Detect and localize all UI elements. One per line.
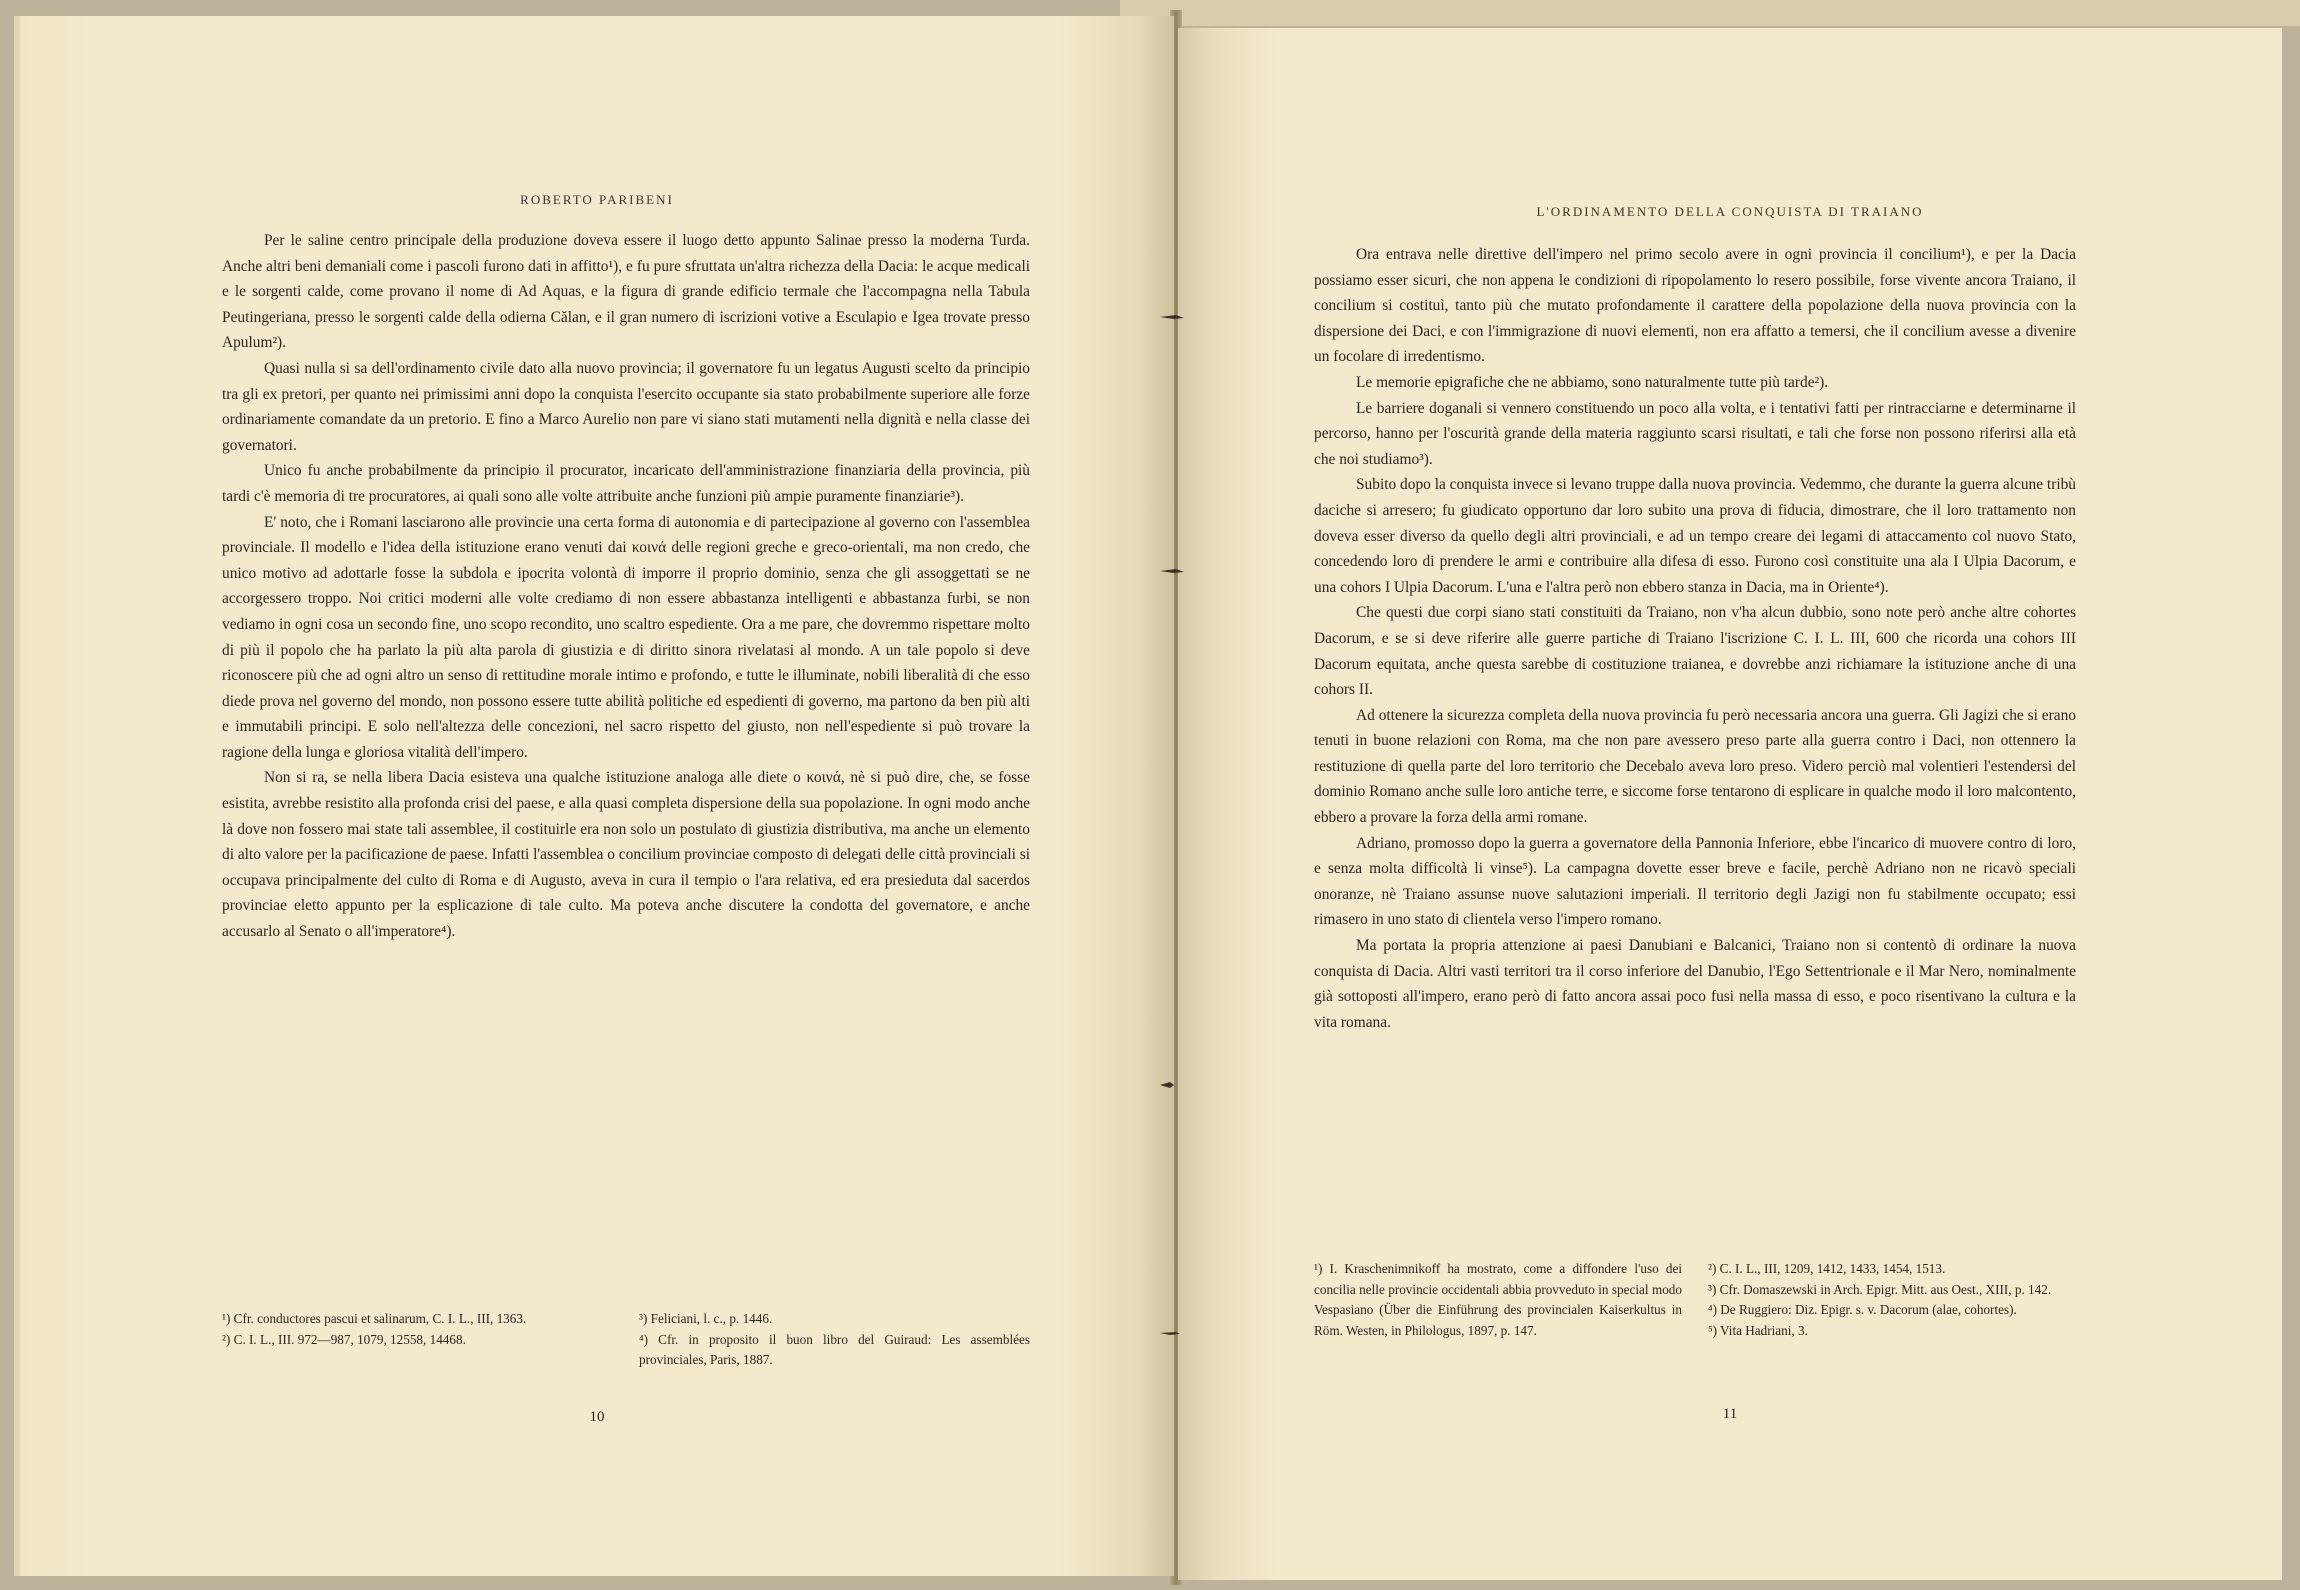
left-page — [14, 16, 1174, 1576]
footnote-column — [1708, 1259, 2076, 1341]
binding-thread-icon — [1160, 1080, 1184, 1090]
paragraph: Ora entrava nelle direttive dell'impero nel primo secolo avere in ogni provincia il concilium¹), e per la Dacia possiamo esser sicuri, che non appena le condizioni di ripopolamento lo resero possibile, forse vivente ancora Traiano, il concilium si costituì, tanto più che mutato profondamente il carattere della popolazione della nuova provincia con la dispersione dei Daci, e con l'immigrazione di nuovi elementi, non era affatto a temersi, che il concilium avesse a divenire un focolare di irredentismo. — [1314, 246, 2076, 366]
footnote: ³) Feliciani, l. c., p. 1446. — [639, 1311, 773, 1326]
binding-thread-icon — [1160, 566, 1184, 576]
footnote: ¹) Cfr. conductores pascui et salinarum, C. I. L., III, 1363. — [222, 1311, 527, 1326]
footnote: ⁴) Cfr. in proposito il buon libro del Guiraud: Les assemblées provinciales, Paris, 1887. — [639, 1331, 1030, 1367]
footnote: ³) Cfr. Domaszewski in Arch. Epigr. Mitt. aus Oest., XIII, p. 142. — [1708, 1281, 2052, 1297]
paragraph: Unico fu anche probabilmente da principio il procurator, incaricato dell'amministrazione finanziaria della provincia, più tardi c'è memoria di tre procuratores, ai quali sono alle volte attribuite anche funzioni più ampie puramente finanziarie³). — [222, 462, 1030, 505]
paragraph: Ad ottenere la sicurezza completa della nuova provincia fu però necessaria ancora una guerra. Gli Jagizi che si erano tenuti in buone relazioni con Roma, ma che non pare avessero preso parte alla guerra contro i Daci, non ottennero la restituzione di quella parte del loro territorio che Decebalo aveva loro preso. Videro perciò mal volentieri l'estendersi del dominio Romano anche sulle loro antiche terre, e siccome forse tentarono di esplicare in qualche modo il loro malcontento, ebbero a provare la forza della armi romane. — [1314, 706, 2076, 827]
running-head: L'ORDINAMENTO DELLA CONQUISTA DI TRAIANO — [1536, 204, 1924, 219]
footnote: ⁵) Vita Hadriani, 3. — [1708, 1322, 1808, 1338]
binding-thread-icon — [1160, 312, 1184, 322]
paragraph: Non si ra, se nella libera Dacia esisteva una qualche istituzione analoga alle diete o κοινά, nè si può dire, che, se fosse esistita, avrebbe resistito alla profonda crisi del paese, e alla quasi completa dispersione della sua popolazione. In ogni modo anche là dove non fossero mai state tali assemblee, il costituirle era non solo un postulato di giustizia distributiva, ma anche un elemento di alto valore per la pacificazione de paese. Infatti l'assemblea o concilium provinciae composto di delegati delle città provinciali si occupava principalmente del culto di Roma e di Augusto, aveva in cura il tempio o l'ara relativa, ed era presieduta dal sacerdos provinciae eletto appunto per la esplicazione di tale culto. Ma poteva anche discutere la condotta del governatore, e anche accusarlo al Senato o all'imperatore⁴). — [222, 769, 1030, 941]
paragraph: E' noto, che i Romani lasciarono alle provincie una certa forma di autonomia e di partecipazione al governo con l'assemblea provinciale. Il modello e l'idea della istituzione erano venuti dai κοινά delle regioni greche e greco-orientali, ma non credo, che unico motivo ad adottarle fosse la subdola e ipocrita volontà di imporre il proprio dominio, senza che gli assoggettati se ne accorgessero troppo. Noi critici moderni alle volte crediamo di non essere abbastanza intelligenti e abbastanza furbi, se non vediamo in ogni cosa un secondo fine, uno scopo recondito, uno scaltro espediente. Ora a me pare, che dovremmo rispettare molto di più il popolo che ha parlato la più alta parola di giustizia e di diritto sinora rivelatasi al mondo. A un tale popolo si deve riconoscere più che ad ogni altro un senso di rettitudine morale intimo e profondo, e tutte le illuminate, nobili liberalità di che esso diede prova nel governo del mondo, non possono essere tutte abilità politiche ed espedienti di governo, ma partono da ben più alti e immutabili principi. E solo nell'altezza delle concezioni, nel sacro rispetto del giusto, non nell'espediente si può trovare la ragione della lunga e gloriosa vitalità dell'impero. — [222, 513, 1030, 761]
footnote: ²) C. I. L., III. 972—987, 1079, 12558, 14468. — [222, 1331, 466, 1347]
paragraph: Per le saline centro principale della produzione doveva essere il luogo detto appunto Salinae presso la moderna Turda. Anche altri beni demaniali come i pascoli furono dati in affitto¹), e fu pure sfruttata un'altra richezza della Dacia: le acque medicali e le sorgenti calde, come provano il nome di Ad Aquas, e la figura di grande edificio termale che l'accompagna nella Tabula Peutingeriana, presso le sorgenti calde della odierna Călan, e il gran numero di iscrizioni votive a Esculapio e Igea trovate presso Apulum²). — [222, 232, 1030, 352]
paragraph: Ma portata la propria attenzione ai paesi Danubiani e Balcanici, Traiano non si contentò di ordinare la nuova conquista di Dacia. Altri vasti territori tra il corso inferiore del Danubio, l'Ego Settentrionale e il Mar Nero, nominalmente già sottoposti all'impero, erano però di fatto ancora assai poco fusi nella massa di esso, e poco risentivano la cultura e la vita romana. — [1314, 937, 2076, 1031]
right-page — [1178, 28, 2282, 1580]
binding-thread-icon — [1160, 1328, 1184, 1338]
paragraph: Quasi nulla si sa dell'ordinamento civile dato alla nuovo provincia; il governatore fu un legatus Augusti scelto da principio tra gli ex pretori, per quanto nei primissimi anni dopo la conquista l'esercito occupante sia stato probabilmente superiore alle forze ordinariamente comandate da un pretorio. E fino a Marco Aurelio non pare vi siano stati mutamenti nella dignità e nella classe dei governatori. — [222, 359, 1030, 454]
body-text — [222, 228, 1030, 945]
footnote-column — [1314, 1259, 1682, 1341]
paragraph: Le memorie epigrafiche che ne abbiamo, sono naturalmente tutte più tarde²). — [1356, 373, 1829, 391]
page-number: 11 — [1722, 1406, 1738, 1422]
footnote: ²) C. I. L., III, 1209, 1412, 1433, 1454, 1513. — [1708, 1261, 1946, 1276]
footnote: ¹) I. Kraschenimnikoff ha mostrato, come a diffondere l'uso dei concilia nelle provincie occidentali abbia provveduto in special modo Vespasiano (Über die Einführung des provincialen Kaiserkultus in Röm. Westen, in Philologus, 1897, p. 147. — [1314, 1261, 1682, 1338]
running-head: ROBERTO PARIBENI — [520, 192, 674, 207]
footnotes — [1314, 1259, 2076, 1341]
page-number: 10 — [589, 1409, 605, 1425]
footnote-column — [639, 1309, 1030, 1371]
body-text — [1314, 242, 2076, 1035]
footnote-column — [222, 1309, 613, 1371]
footnotes — [222, 1309, 1030, 1371]
paragraph: Le barriere doganali si vennero constituendo un poco alla volta, e i tentativi fatti per rintracciarne e determinarne il percorso, hanno per l'oscurità grande della materia raggiunto scarsi risultati, e tali che forse non possono riferirsi alla età che noi studiamo³). — [1314, 399, 2076, 468]
footnote: ⁴) De Ruggiero: Diz. Epigr. s. v. Dacorum (alae, cohortes). — [1708, 1302, 2017, 1317]
paragraph: Subito dopo la conquista invece si levano truppe dalla nuova provincia. Vedemmo, che durante la guerra alcune tribù daciche si arresero; fu giudicato opportuno dar loro subito una prova di fiducia, dimostrare, che il loro trattamento non doveva esser diverso da quello degli altri provinciali, e ad un tempo creare dei legami di attaccamento col nuovo Stato, concedendo loro di prendere le armi e contribuire alla difesa di esso. Furono così constituite una ala I Ulpia Dacorum, e una cohors I Ulpia Dacorum. L'una e l'altra però non ebbero stanza in Dacia, ma in Oriente⁴). — [1314, 476, 2076, 596]
paragraph: Che questi due corpi siano stati constituiti da Traiano, non v'ha alcun dubbio, sono note però anche altre cohortes Dacorum, e se si deve riferire alle guerre partiche di Traiano l'iscrizione C. I. L. III, 600 che ricorda una cohors III Dacorum equitata, anche questa sarebbe di costituzione traianea, e dovrebbe anzi richiamare la istituzione anche di una cohors II. — [1314, 604, 2076, 699]
paragraph: Adriano, promosso dopo la guerra a governatore della Pannonia Inferiore, ebbe l'incarico di muovere contro di loro, e senza molta difficoltà li vinse⁵). La campagna dovette esser breve e facile, perchè Adriano non ne ricavò speciali onoranze, nè Traiano assunse nuove salutazioni imperiali. Il territorio degli Jazigi non fu stabilmente occupato; essi rimasero in uno stato di clientela verso l'impero romano. — [1314, 834, 2076, 929]
page-edge — [1120, 0, 2300, 26]
